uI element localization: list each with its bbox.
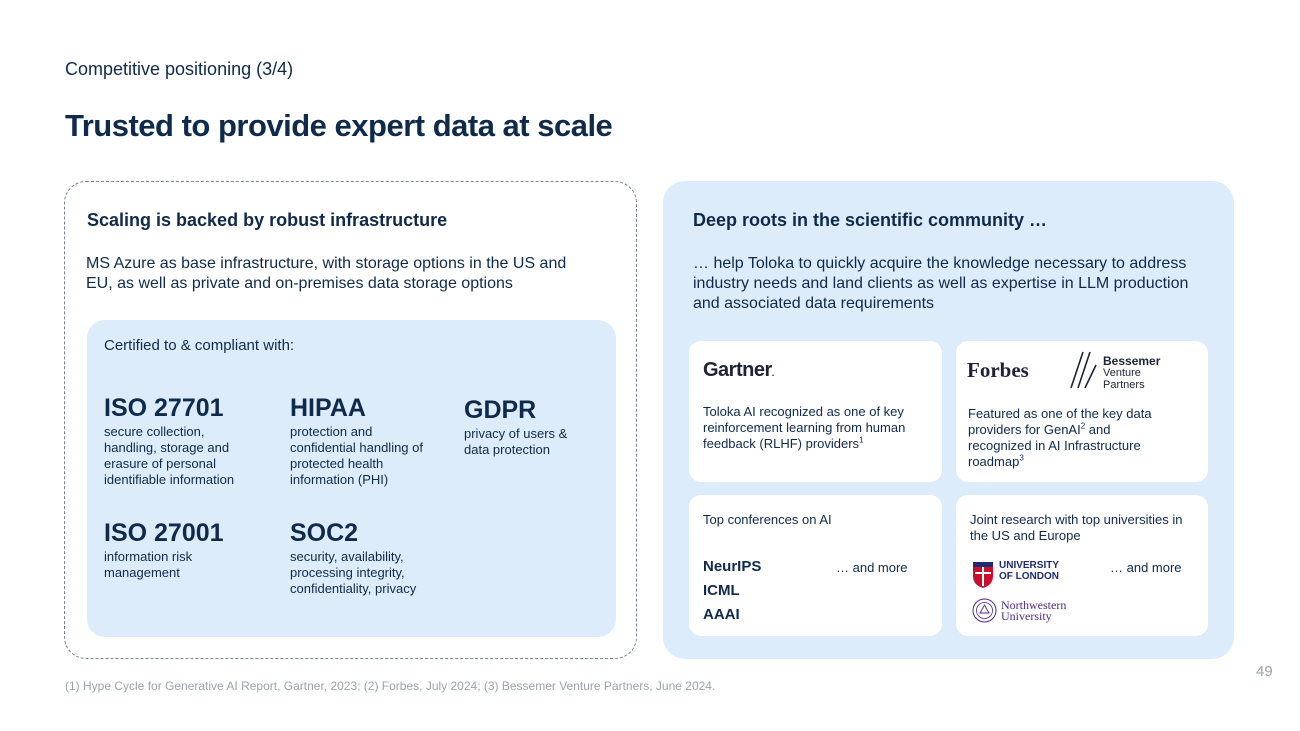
bessemer-logo: Bessemer Venture Partners xyxy=(1103,354,1161,391)
science-heading: Deep roots in the scientific community … xyxy=(693,210,1048,230)
cert-name: ISO 27701 xyxy=(104,394,224,422)
cert-desc: security, availability, processing integrity, confidentiality, privacy xyxy=(290,549,417,596)
cert-iso27001 xyxy=(104,519,234,581)
cert-desc: information risk management xyxy=(104,549,193,580)
conferences-label: Top conferences on AI xyxy=(703,512,832,527)
conference-aaai: AAAI xyxy=(703,606,740,623)
science-text: … help Toloka to quickly acquire the knowledge necessary to address industry needs and land clients as well as expertise in LLM production and associated data requirements xyxy=(693,255,1189,312)
cert-gdpr xyxy=(464,396,579,458)
forbes-text: Featured as one of the key data providers for GenAI$^2$ and recognized in AI Infrastructure roadmap$^3$ xyxy=(968,406,1152,469)
cert-name: HIPAA xyxy=(290,394,366,422)
university-of-london-logo: UNIVERSITY OF LONDON xyxy=(999,560,1060,582)
conferences-more: … and more xyxy=(836,560,908,575)
gartner-text: Toloka AI recognized as one of key reinforcement learning from human feedback (RLHF) providers$^1$ xyxy=(703,404,906,451)
cert-soc2 xyxy=(290,519,440,597)
cert-name: ISO 27001 xyxy=(104,519,224,547)
cert-name: GDPR xyxy=(464,396,537,424)
bessemer-mark-icon xyxy=(1069,351,1097,389)
page-subtitle: Competitive positioning (3/4) xyxy=(65,59,294,79)
conference-neurips: NeurIPS xyxy=(703,558,762,575)
northwestern-seal-icon xyxy=(972,598,997,623)
certifications-intro: Certified to & compliant with: xyxy=(104,337,295,354)
cert-desc: privacy of users & data protection xyxy=(464,426,568,457)
universities-more: … and more xyxy=(1110,560,1182,575)
page-number: 49 xyxy=(1256,663,1273,680)
gartner-logo: Gartner. xyxy=(703,359,774,381)
page-title: Trusted to provide expert data at scale xyxy=(65,108,613,143)
infrastructure-text: MS Azure as base infrastructure, with storage options in the US and EU, as well as private and on-premises data storage options xyxy=(86,255,567,292)
cert-hipaa xyxy=(290,394,440,488)
footnote: (1) Hype Cycle for Generative AI Report, Gartner, 2023; (2) Forbes, July 2024; (3) Bessemer Venture Partners, June 2024. xyxy=(65,679,716,693)
university-of-london-crest-icon xyxy=(972,561,994,589)
forbes-logo: Forbes xyxy=(967,358,1029,382)
conference-icml: ICML xyxy=(703,582,740,599)
cert-desc: secure collection, handling, storage and erasure of personal identifiable information xyxy=(104,424,235,487)
cert-name: SOC2 xyxy=(290,519,359,547)
infrastructure-heading: Scaling is backed by robust infrastructure xyxy=(87,210,448,230)
cert-desc: protection and confidential handling of protected health information (PHI) xyxy=(290,424,423,487)
universities-label: Joint research with top universities in the US and Europe xyxy=(970,512,1183,543)
northwestern-logo: Northwestern University xyxy=(1001,598,1067,623)
cert-iso27701 xyxy=(104,394,254,488)
